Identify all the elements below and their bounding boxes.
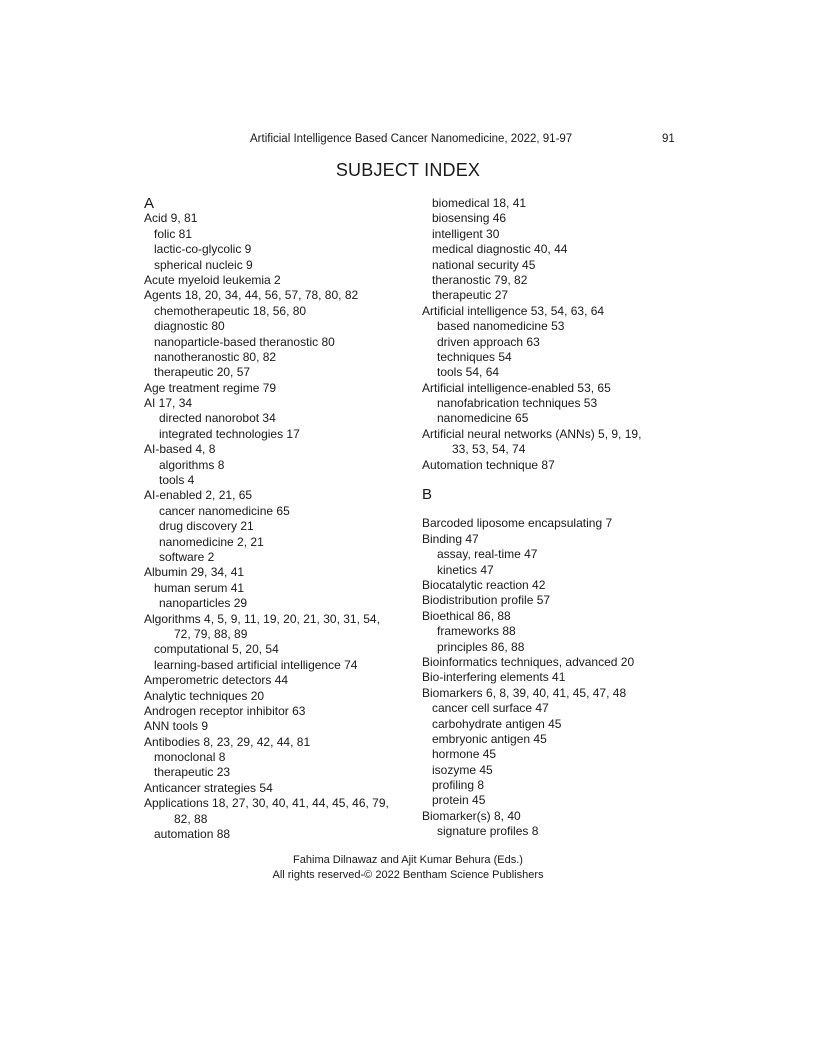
index-entry: Barcoded liposome encapsulating 7 [422,516,613,531]
index-subentry: techniques 54 [437,349,512,364]
index-entry: Anticancer strategies 54 [144,780,273,795]
index-subentry: protein 45 [432,793,486,808]
index-entry: AI-enabled 2, 21, 65 [144,488,253,503]
index-entry: Age treatment regime 79 [144,380,277,395]
index-subentry: lactic-co-glycolic 9 [154,242,252,257]
index-subentry: principles 86, 88 [437,639,525,654]
index-subentry: monoclonal 8 [154,750,226,765]
index-subentry: medical diagnostic 40, 44 [432,242,568,257]
index-entry: Artificial intelligence 53, 54, 63, 64 [422,303,605,318]
index-subentry: cancer nanomedicine 65 [159,503,290,518]
index-subentry: intelligent 30 [432,226,500,241]
index-entry: Algorithms 4, 5, 9, 11, 19, 20, 21, 30, 31, 54, [144,611,380,626]
index-entry: Biodistribution profile 57 [422,593,551,608]
index-subentry: algorithms 8 [159,457,225,472]
index-entry-continuation: 33, 53, 54, 74 [452,442,526,457]
index-column-left [144,196,409,842]
index-entry: Acute myeloid leukemia 2 [144,272,281,287]
index-subentry: carbohydrate antigen 45 [432,716,562,731]
index-entry: Biomarkers 6, 8, 39, 40, 41, 45, 47, 48 [422,685,627,700]
index-subentry: computational 5, 20, 54 [154,642,279,657]
index-subentry: nanomedicine 2, 21 [159,534,264,549]
index-subentry: software 2 [159,549,215,564]
index-entry: Acid 9, 81 [144,211,198,226]
index-subentry: nanoparticles 29 [159,596,248,611]
index-subentry: national security 45 [432,257,536,272]
running-title: Artificial Intelligence Based Cancer Nanomedicine, 2022, 91-97 [250,133,573,145]
index-entry: Biomarker(s) 8, 40 [422,808,521,823]
index-subentry: directed nanorobot 34 [159,411,276,426]
index-subentry: assay, real-time 47 [437,547,538,562]
index-subentry: embryonic antigen 45 [432,731,547,746]
index-subentry: hormone 45 [432,747,497,762]
index-subentry: nanotheranostic 80, 82 [154,349,277,364]
section-letter: B [422,486,433,504]
index-entry: Binding 47 [422,531,479,546]
index-entry: Albumin 29, 34, 41 [144,565,245,580]
index-entry: Androgen receptor inhibitor 63 [144,703,306,718]
index-entry: Antibodies 8, 23, 29, 42, 44, 81 [144,734,311,749]
index-subentry: chemotherapeutic 18, 56, 80 [154,303,307,318]
index-entry: Biocatalytic reaction 42 [422,577,546,592]
index-subentry: isozyme 45 [432,762,493,777]
index-entry: AI 17, 34 [144,396,193,411]
index-entry: ANN tools 9 [144,719,209,734]
index-entry: Automation technique 87 [422,457,555,472]
footer-rights: All rights reserved-© 2022 Bentham Science Publishers [272,869,544,881]
index-subentry: therapeutic 20, 57 [154,365,251,380]
index-entry: Artificial neural networks (ANNs) 5, 9, 19, [422,426,642,441]
page-number: 91 [662,133,675,145]
index-subentry: automation 88 [154,827,231,842]
page-title: SUBJECT INDEX [335,160,481,180]
index-entry: AI-based 4, 8 [144,442,216,457]
index-subentry: human serum 41 [154,580,245,595]
index-subentry: nanomedicine 65 [437,411,529,426]
index-entry: Applications 18, 27, 30, 40, 41, 44, 45, 46, 79, [144,796,389,811]
index-subentry: therapeutic 23 [154,765,231,780]
index-subentry: biosensing 46 [432,211,507,226]
index-entry: Bio-interfering elements 41 [422,670,566,685]
index-subentry: driven approach 63 [437,334,540,349]
index-subentry: drug discovery 21 [159,519,254,534]
index-subentry: therapeutic 27 [432,288,509,303]
index-entry: Bioethical 86, 88 [422,608,511,623]
index-entry: Analytic techniques 20 [144,688,265,703]
index-entry-continuation: 82, 88 [174,811,208,826]
index-subentry: cancer cell surface 47 [432,701,549,716]
index-subentry: biomedical 18, 41 [432,196,527,210]
index-entry: Artificial intelligence-enabled 53, 65 [422,380,611,395]
index-entry: Bioinformatics techniques, advanced 20 [422,654,635,669]
index-subentry: nanoparticle-based theranostic 80 [154,334,335,349]
index-column-right [422,196,682,840]
section-letter: A [144,195,155,212]
index-subentry: tools 4 [159,473,195,488]
index-subentry: signature profiles 8 [437,824,539,839]
index-subentry: kinetics 47 [437,562,494,577]
index-subentry: based nanomedicine 53 [437,319,565,334]
index-subentry: diagnostic 80 [154,319,225,334]
index-subentry: theranostic 79, 82 [432,272,528,287]
spacer [422,473,682,487]
index-entry: Agents 18, 20, 34, 44, 56, 57, 78, 80, 82 [144,288,359,303]
footer-editors: Fahima Dilnawaz and Ajit Kumar Behura (Eds.) [293,854,523,866]
index-entry-continuation: 72, 79, 88, 89 [174,626,248,641]
index-subentry: frameworks 88 [437,624,516,639]
index-subentry: profiling 8 [432,778,485,793]
index-subentry: spherical nucleic 9 [154,257,253,272]
index-subentry: learning-based artificial intelligence 74 [154,657,358,672]
index-entry: Amperometric detectors 44 [144,673,289,688]
spacer [422,502,682,516]
index-subentry: folic 81 [154,226,193,241]
footer [0,853,816,883]
index-subentry: integrated technologies 17 [159,426,300,441]
index-subentry: nanofabrication techniques 53 [437,396,598,411]
index-subentry: tools 54, 64 [437,365,500,380]
